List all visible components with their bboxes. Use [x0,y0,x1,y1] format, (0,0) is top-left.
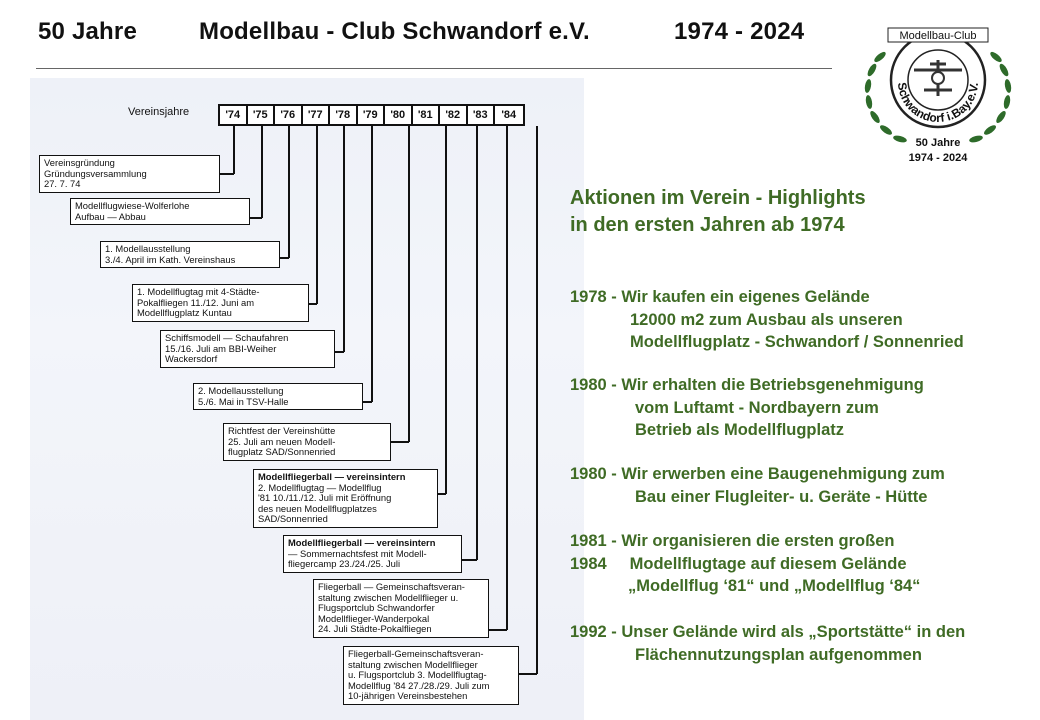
year-cell: '82 [440,106,468,124]
timeline-connector [519,673,537,675]
timeline-years-row [218,104,525,126]
timeline-connector [391,441,409,443]
timeline-event: Modellfliegerball — vereinsintern — Sommernachtsfest mit Modell- fliegercamp 23./24./25. Juli [283,535,462,573]
year-cell: '79 [358,106,386,124]
year-cell: '78 [330,106,358,124]
timeline-connector [335,351,344,353]
timeline-event: 1. Modellflugtag mit 4-Städte- Pokalfliegen 11./12. Juni am Modellflugplatz Kuntau [132,284,309,322]
timeline-event: Fliegerball-Gemeinschaftsveran- staltung zwischen Modellflieger u. Flugsportclub 3. Modellflugtag- Modellflug '84 27./28./29. Juli zum 10-jährigen Vereinsbestehen [343,646,519,705]
highlight-item: 1980 - Wir erhalten die Betriebsgenehmigung vom Luftamt - Nordbayern zum Betrieb als Modellflugplatz [570,376,924,439]
timeline-connector [489,629,507,631]
highlight-item: 1980 - Wir erwerben eine Baugenehmigung zum Bau einer Flugleiter- u. Geräte - Hütte [570,465,945,506]
timeline-event: Richtfest der Vereinshütte 25. Juli am neuen Modell- flugplatz SAD/Sonnenried [223,423,391,461]
timeline-event: Modellfliegerball — vereinsintern 2. Modellflugtag — Modellflug '81 10./11./12. Juli mit Eröffnung des neuen Modellflugplatzes SAD/Sonnenried [253,469,438,528]
timeline-event: Vereinsgründung Gründungsversammlung 27. 7. 74 [39,155,220,193]
year-cell: '74 [220,106,248,124]
timeline-connector [309,303,317,305]
header-divider [36,68,832,69]
highlight-item: 1978 - Wir kaufen ein eigenes Gelände 12000 m2 zum Ausbau als unseren Modellflugplatz - Schwandorf / Sonnenried [570,288,964,351]
timeline-connector [261,126,263,218]
year-cell: '75 [248,106,276,124]
highlight-item: 1992 - Unser Gelände wird als „Sportstätte“ in den Flächennutzungsplan aufgenommen [570,623,966,664]
logo-years: 1974 - 2024 [908,152,968,164]
timeline-connector [343,126,345,352]
logo-anniversary: 50 Jahre [915,137,961,149]
header-years: 1974 - 2024 [674,18,805,45]
year-cell: '76 [275,106,303,124]
timeline-connector [316,126,318,304]
timeline-event: Schiffsmodell — Schaufahren 15./16. Juli am BBI-Weiher Wackersdorf [160,330,335,368]
header-anniversary: 50 Jahre [38,18,138,45]
header-club-name: Modellbau - Club Schwandorf e.V. [199,18,590,45]
timeline-event: 1. Modellausstellung 3./4. April im Kath. Vereinshaus [100,241,280,268]
timeline-connector [363,401,372,403]
timeline-scan [30,78,584,720]
timeline-connector [536,126,538,674]
timeline-connector [445,126,447,494]
highlights-title: Aktionen im Verein - Highlights in den ersten Jahren ab 1974 [570,187,866,236]
timeline-connector [371,126,373,402]
timeline-connector [408,126,410,442]
timeline-years-label: Vereinsjahre [128,106,190,118]
timeline-connector [250,217,262,219]
timeline-connector [233,126,235,174]
year-cell: '83 [468,106,496,124]
timeline-connector [220,173,234,175]
timeline-connector [280,257,289,259]
club-logo [858,20,1018,170]
timeline-connector [288,126,290,258]
highlight-item: 1981 - Wir organisieren die ersten großen 1984 Modellflugtage auf diesem Gelände „Modellflug ‘81“ und „Modellflug ‘84“ [570,532,921,595]
timeline-connector [462,559,477,561]
timeline-event: 2. Modellausstellung 5./6. Mai in TSV-Halle [193,383,363,410]
logo-ring-text: Schwandorf i.Bay.e.V. [894,81,982,126]
timeline-connector [476,126,478,560]
timeline-event: Modellflugwiese-Wolferlohe Aufbau — Abbau [70,198,250,225]
year-cell: '77 [303,106,331,124]
timeline-connector [438,493,446,495]
timeline-connector [506,126,508,630]
year-cell: '80 [385,106,413,124]
year-cell: '81 [413,106,441,124]
year-cell: '84 [501,109,517,121]
logo-top-text: Modellbau-Club [899,30,977,42]
timeline-event: Fliegerball — Gemeinschaftsveran- staltung zwischen Modellflieger u. Flugsportclub Schwandorfer Modellflieger-Wanderpokal 24. Juli Städte-Pokalfliegen [313,579,489,638]
